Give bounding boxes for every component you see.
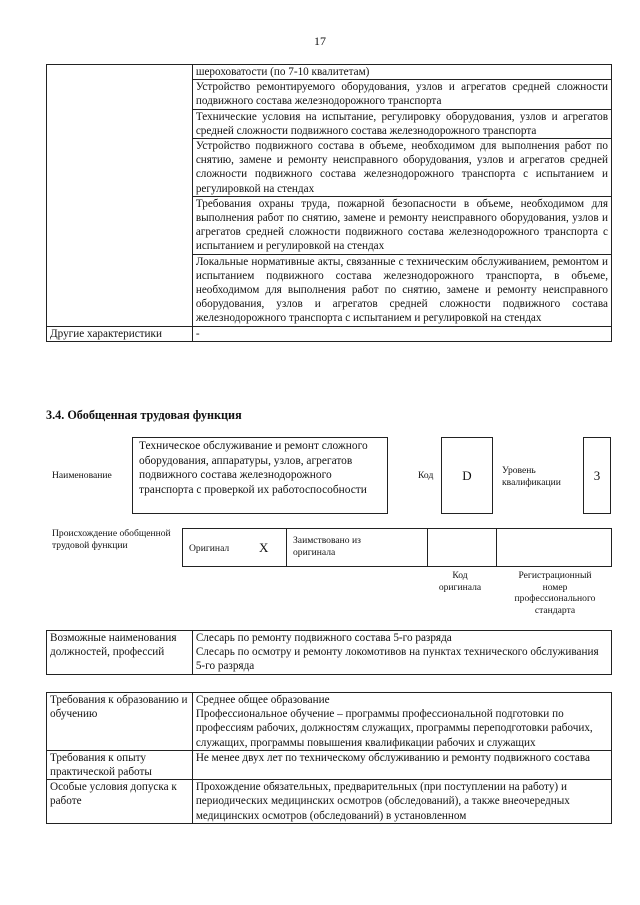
table-cell: Локальные нормативные акты, связанные с техническим обслуживанием, ремонтом и испытанием подвижного состава железнодорожного транспорта, в объеме, необходимом для выполнения работ по снятию, замене и ремонту неисправного оборудования, узлов и агрегатов средней сложности подвижного состава железнодорожного транспорта с испытанием и регулировкой на стендах [192,254,611,326]
divider [286,529,287,566]
divider [427,529,428,566]
knowledge-table [46,64,612,342]
table-cell [192,693,611,751]
origin-label: Происхождение обобщенной трудовой функции [52,528,171,551]
reg-caption: Регистрационный номер профессионального стандарта [514,570,596,616]
table-cell [192,631,611,675]
requirement-item: Среднее общее образование [195,694,330,706]
table-cell-label: Возможные наименования должностей, профессий [47,631,193,675]
requirements-table [46,692,612,824]
table-cell: - [192,326,611,341]
requirement-item: Не менее двух лет по техническому обслуживанию и ремонту подвижного состава [195,751,590,764]
table-cell-left-empty [47,65,193,327]
original-label: Оригинал [189,543,230,554]
table-row [47,631,612,675]
level-label: Уровень квалификации [502,465,561,488]
section-title: 3.4. Обобщенная трудовая функция [46,408,242,422]
table-cell: Требования охраны труда, пожарной безопасности в объеме, необходимом для выполнения работ по снятию, замене и ремонту неисправного оборудования, узлов и агрегатов средней сложности подвижного состава железнодорожного транспорта с испытанием и регулировкой на стендах [192,196,611,254]
name-label: Наименование [52,470,112,481]
code-value: D [462,468,472,483]
requirement-item: Прохождение обязательных, предварительных (при поступлении на работу) и периодических медицинских осмотров (обследований), а также внеочередных медицинских осмотров (обследований) в установленном [195,781,570,822]
borrowed-label: Заимствовано из оригинала [293,535,361,558]
table-cell: шероховатости (по 7-10 квалитетам) [192,65,611,80]
table-row [47,693,612,751]
function-name-value: Техническое обслуживание и ремонт сложного оборудования, аппаратуры, узлов, агрегатов подвижного состава железнодорожного транспорта с проверкой их работоспособности [139,440,368,496]
level-value: 3 [593,468,601,483]
positions-table [46,630,612,675]
function-name-box [132,437,388,514]
table-cell-label: Особые условия допуска к работе [47,780,193,824]
origin-box [182,528,612,567]
table-row [47,65,612,80]
position-item: Слесарь по осмотру и ремонту локомотивов на пунктах технического обслуживания 5-го разряда [195,646,599,673]
table-cell: Технические условия на испытание, регулировку оборудования, узлов и агрегатов средней сложности подвижного состава железнодорожного транспорта [192,109,611,138]
table-cell [192,780,611,824]
level-value-box [583,437,611,514]
original-mark: X [259,540,269,555]
page-number: 17 [314,34,326,48]
position-item: Слесарь по ремонту подвижного состава 5-го разряда [195,632,452,644]
table-row [47,750,612,779]
divider [496,529,497,566]
code-value-box [441,437,493,514]
requirement-item: Профессиональное обучение – программы профессиональной подготовки по профессиям рабочих, должностям служащих, программы переподготовки рабочих, служащих, программы повышения квалификации рабочих и служащих [195,708,593,749]
table-cell [192,750,611,779]
code-caption: Код оригинала [438,570,482,593]
table-cell-label: Требования к образованию и обучению [47,693,193,751]
code-label: Код [418,470,434,481]
table-cell: Устройство подвижного состава в объеме, необходимом для выполнения работ по снятию, замене и ремонту неисправного оборудования, узлов и агрегатов средней сложности подвижного состава железнодорожного транспорта с испытанием и регулировкой на стендах [192,139,611,197]
table-cell-label: Другие характеристики [47,326,193,341]
table-row [47,780,612,824]
table-cell: Устройство ремонтируемого оборудования, узлов и агрегатов средней сложности подвижного состава железнодорожного транспорта [192,80,611,109]
table-cell-label: Требования к опыту практической работы [47,750,193,779]
table-row [47,326,612,341]
